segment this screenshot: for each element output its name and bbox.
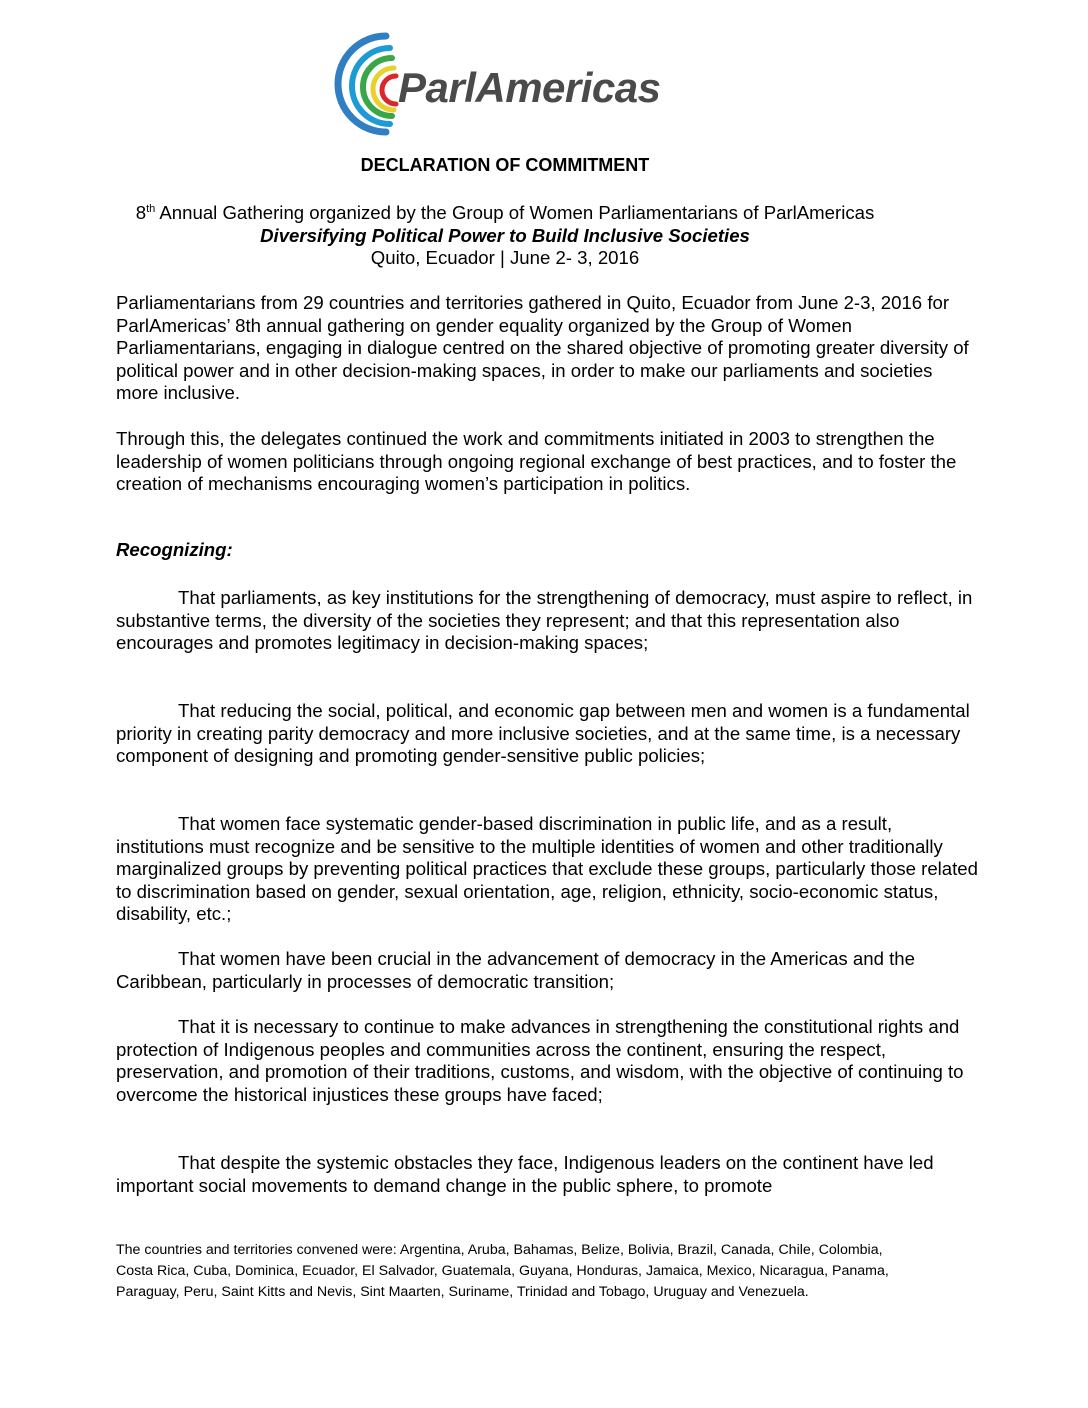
- recognizing-clause-3: [116, 813, 978, 926]
- parlamericas-logo: [326, 30, 686, 138]
- heading-line-event-text: Annual Gathering organized by the Group of Women Parliamentarians of ParlAmericas: [155, 202, 875, 223]
- clause-text: That it is necessary to continue to make advances in strengthening the constitutional rights and protection of Indigenous peoples and communities across the continent, ensuring the respect, preservation, and promotion of their traditions, customs, and wisdom, with the objective of continuing to overcome the historical injustices these groups have faced;: [116, 1016, 964, 1105]
- paragraph-text: Parliamentarians from 29 countries and territories gathered in Quito, Ecuador from June 2-3, 2016 for ParlAmericas’ 8th annual gathering on gender equality organized by the Group of Women Parliamentarians, engaging in dialogue centred on the shared objective of promoting greater diversity of political power and in other decision-making spaces, in order to make our parliaments and societies more inclusive.: [116, 292, 969, 404]
- footnote: The countries and territories convened were: Argentina, Aruba, Bahamas, Belize, Bolivia, Brazil, Canada, Chile, Colombia, Costa Rica, Cuba, Dominica, Ecuador, El Salvador, Guatemala, Guyana, Honduras, Jamaica, Mexico, Nicaragua, Panama, Paraguay, Peru, Saint Kitts and Nevis, Sint Maarten, Suriname, Trinidad and Tobago, Uruguay and Venezuela.: [116, 1242, 889, 1300]
- recognizing-clause-4: [116, 948, 978, 993]
- paragraph-text: Through this, the delegates continued the work and commitments initiated in 2003 to strengthen the leadership of women politicians through ongoing regional exchange of best practices, and to foster the creation of mechanisms encouraging women’s participation in politics.: [116, 428, 957, 495]
- recognizing-clause-2: [116, 700, 978, 768]
- intro-paragraph-1: [116, 292, 978, 405]
- intro-paragraph-2: [116, 428, 978, 496]
- clause-text: That despite the systemic obstacles they face, Indigenous leaders on the continent have led important social movements to demand change in the public sphere, to promote: [116, 1152, 934, 1196]
- section-title-recognizing: Recognizing:: [116, 539, 233, 560]
- recognizing-clause-5: [116, 1016, 978, 1106]
- ordinal-number: 8: [135, 202, 147, 223]
- clause-text: That parliaments, as key institutions for the strengthening of democracy, must aspire to reflect, in substantive terms, the diversity of the societies they represent; and that this representation also encourages and promotes legitimacy in decision-making spaces;: [116, 587, 973, 654]
- ordinal-suffix: th: [146, 203, 156, 215]
- clause-text: That women have been crucial in the advancement of democracy in the Americas and the Caribbean, particularly in processes of democratic transition;: [116, 948, 915, 992]
- clause-text: That reducing the social, political, and economic gap between men and women is a fundamental priority in creating parity democracy and more inclusive societies, and at the same time, is a necessary component of designing and promoting gender-sensitive public policies;: [116, 700, 970, 767]
- document-title: DECLARATION OF COMMITMENT: [360, 155, 650, 175]
- logo-wordmark: ParlAmericas: [398, 64, 661, 111]
- heading-location-date: Quito, Ecuador | June 2- 3, 2016: [370, 247, 640, 269]
- recognizing-clause-1: [116, 587, 978, 655]
- document-heading: [0, 202, 1010, 270]
- recognizing-clause-6: [116, 1152, 978, 1197]
- clause-text: That women face systematic gender-based discrimination in public life, and as a result, institutions must recognize and be sensitive to the multiple identities of women and other traditionally marginalized groups by preventing political practices that exclude these groups, particularly those related to discrimination based on gender, sexual orientation, age, religion, ethnicity, socio-economic status, disability, etc.;: [116, 813, 978, 925]
- heading-line-event: [0, 202, 1010, 225]
- heading-theme: Diversifying Political Power to Build Inclusive Societies: [260, 224, 750, 246]
